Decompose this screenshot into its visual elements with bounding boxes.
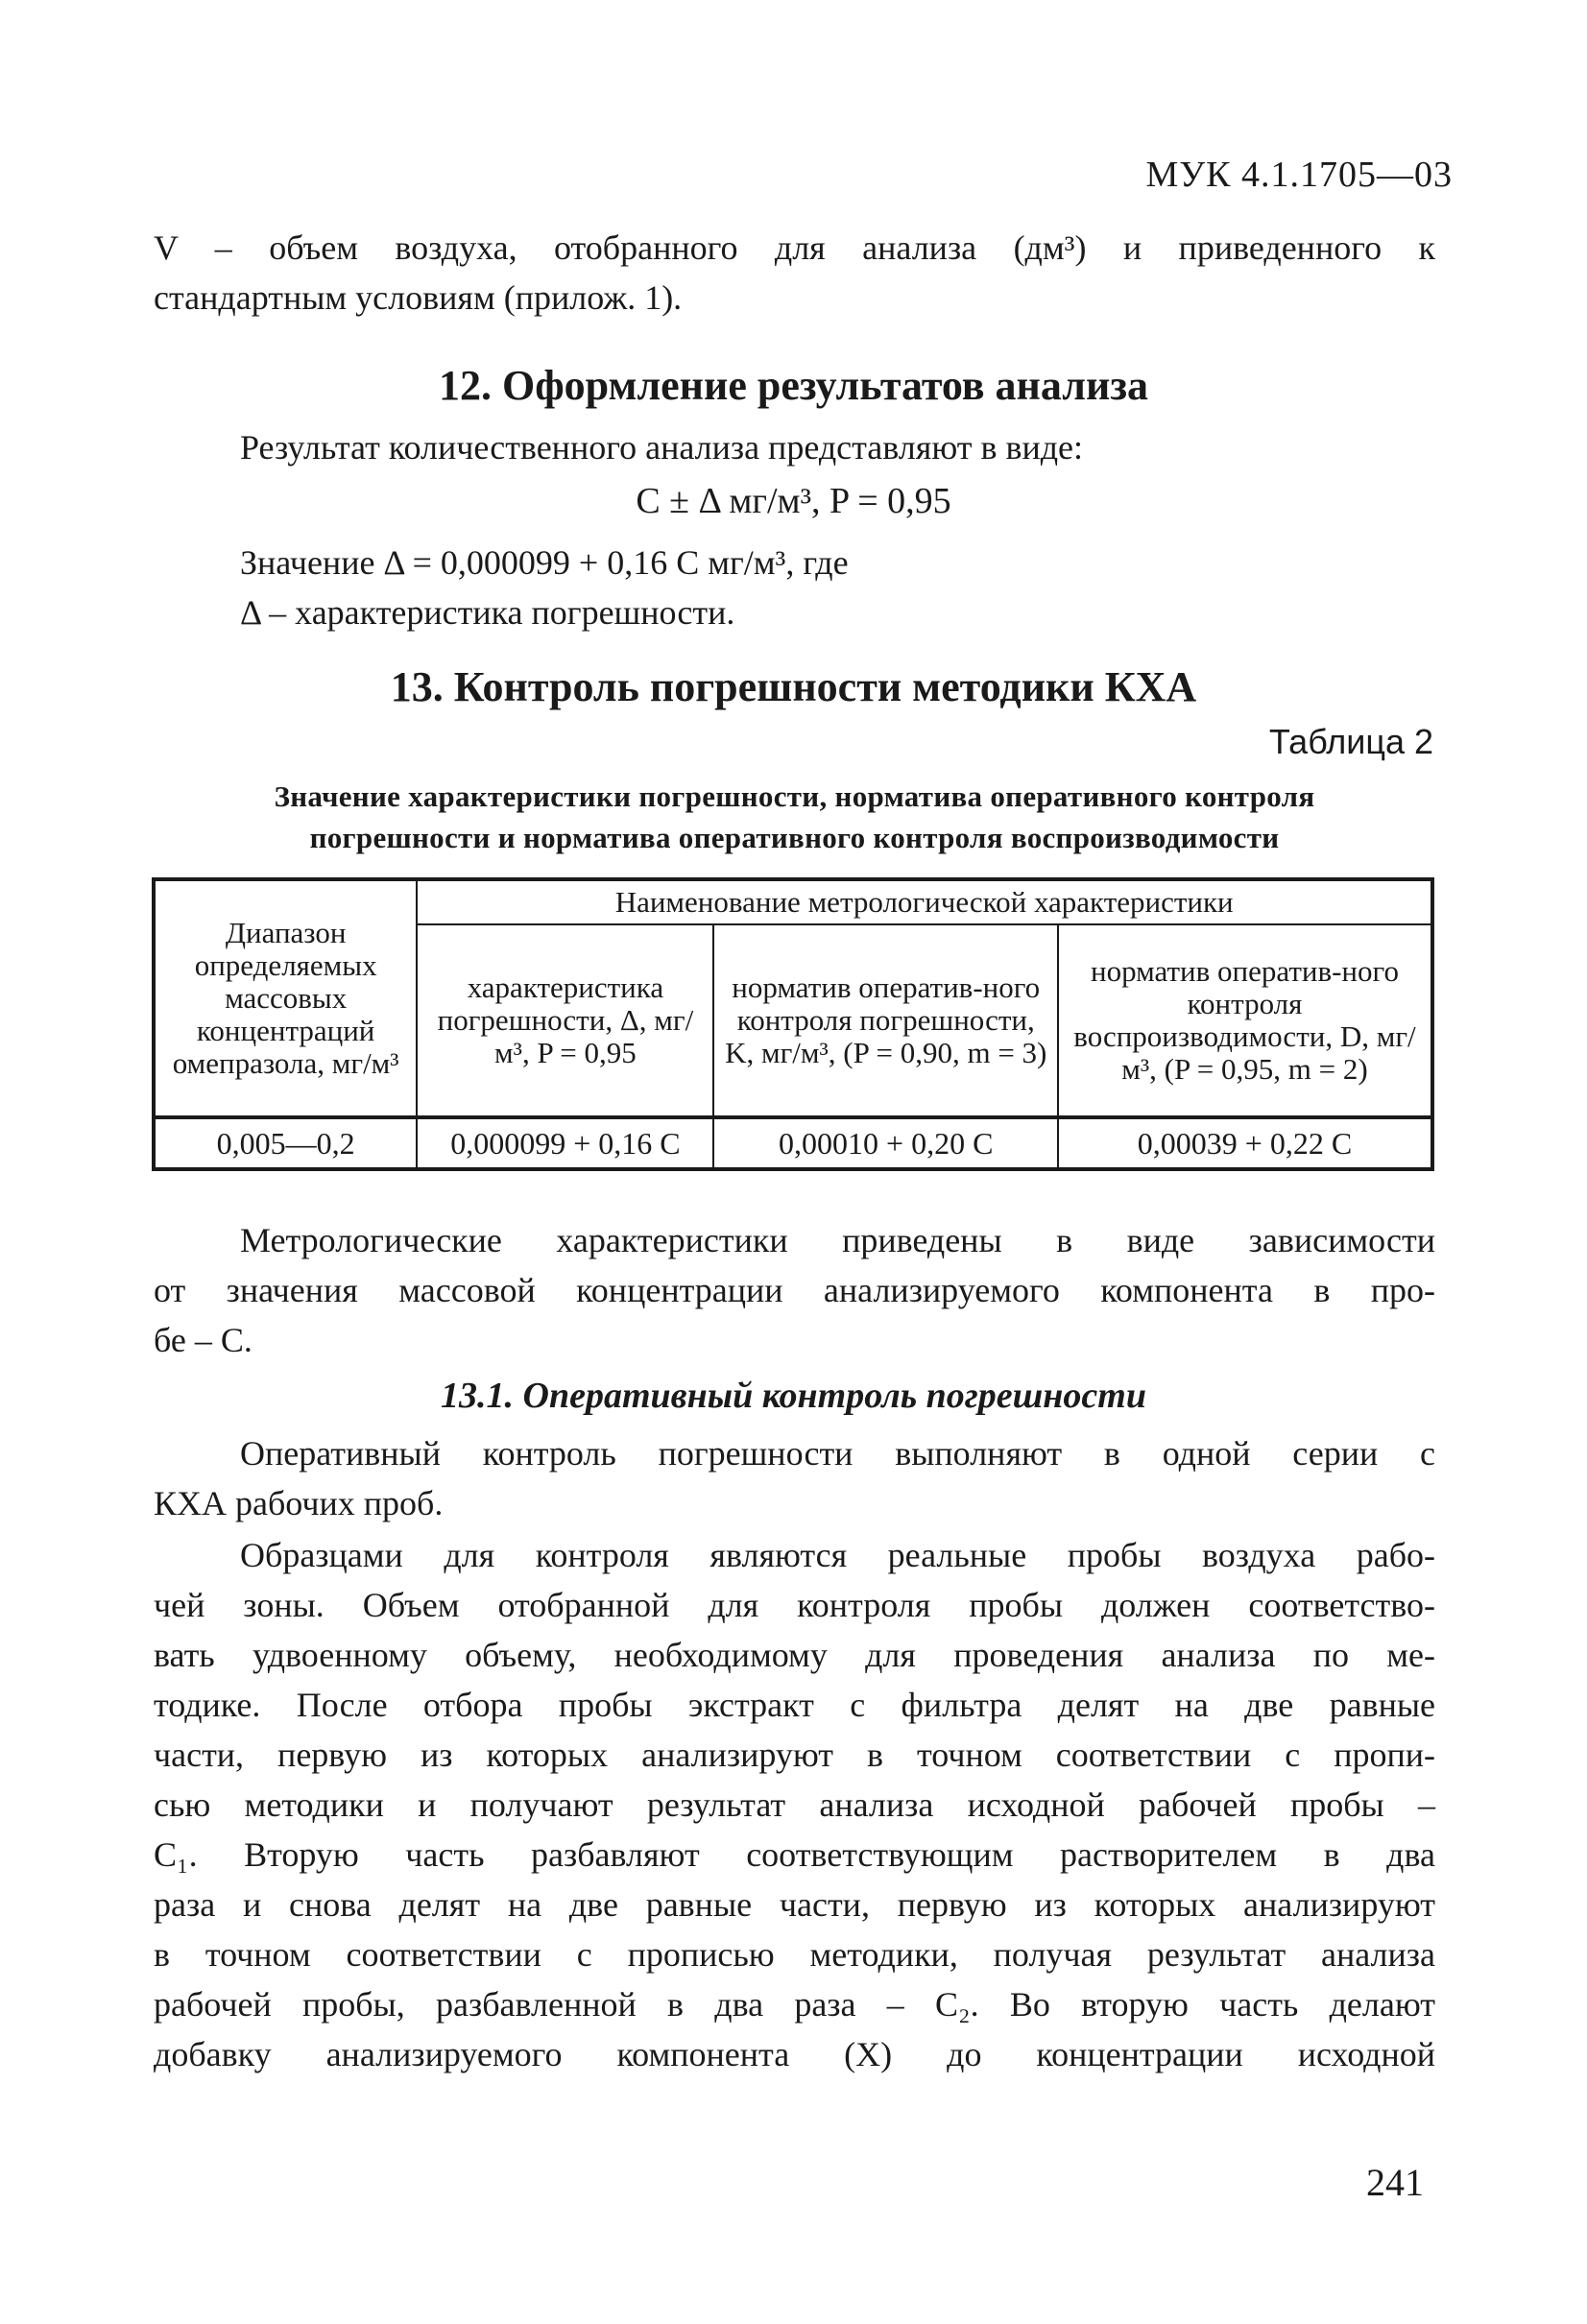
section-12-text-2 [240,538,1435,637]
intro-line: V – объем воздуха, отобранного для анализа (дм³) и приведенного к [154,228,1435,267]
paragraph-line: в точном соответствии с прописью методики, получая результат анализа [154,1935,1435,1974]
paragraph-line: чей зоны. Объем отобранной для контроля пробы должен соответство- [154,1586,1435,1624]
result-formula: C ± Δ мг/м³, P = 0,95 [636,481,951,521]
metrology-table [152,877,1434,1171]
table-caption-line: Значение характеристики погрешности, норматива оперативного контроля [274,779,1315,813]
after-table-paragraph [154,1215,1435,1365]
value-delta: 0,000099 + 0,16 C [417,1117,713,1169]
value-d: 0,00039 + 0,22 C [1058,1117,1432,1169]
table-caption [154,776,1435,858]
page-number: 241 [1366,2161,1424,2204]
paragraph-line: части, первую из которых анализируют в точном соответствии с пропи- [154,1736,1435,1774]
header-delta: характеристика погрешности, Δ, мг/м³, P = 0,95 [417,924,713,1117]
section-13-1-paragraph-1 [154,1428,1435,1528]
document-code: МУК 4.1.1705—03 [1145,155,1453,195]
section-13-title: 13. Контроль погрешности методики КХА [390,663,1197,710]
intro-line: стандартным условиям (прилож. 1). [154,278,683,317]
section-13-1-title: 13.1. Оперативный контроль погрешности [441,1376,1146,1416]
section-12-text [240,422,1435,472]
table-label: Таблица 2 [1268,722,1433,761]
paragraph-line: Образцами для контроля являются реальные пробы воздуха рабо- [240,1536,1435,1574]
value-range: 0,005—0,2 [154,1117,417,1169]
paragraph-line: раза и снова делят на две равные части, первую из которых анализируют [154,1885,1435,1924]
header-range: Диапазон определяемых массовых концентраций омепразола, мг/м³ [154,879,417,1117]
after-table-line: бе – C. [154,1321,252,1359]
paragraph-line: рабочей пробы, разбавленной в два раза – C₂. Во вторую часть делают [154,1985,1435,2024]
intro-paragraph [154,223,1435,323]
paragraph-line: вать удвоенному объему, необходимому для проведения анализа по ме- [154,1636,1435,1674]
section-13-1-paragraph-2 [154,1530,1435,2079]
table-caption-line: погрешности и норматива оперативного контроля воспроизводимости [309,821,1280,854]
value-k: 0,00010 + 0,20 C [713,1117,1057,1169]
header-k: норматив оператив-ного контроля погрешности, K, мг/м³, (P = 0,90, m = 3) [713,924,1057,1117]
paragraph-line: Оперативный контроль погрешности выполняют в одной серии с [240,1434,1435,1473]
header-group: Наименование метрологической характеристики [417,879,1432,924]
section-12-line: Значение Δ = 0,000099 + 0,16 C мг/м³, где [240,543,849,582]
header-d: норматив оператив-ного контроля воспроизводимости, D, мг/м³, (P = 0,95, m = 2) [1058,924,1432,1117]
section-12-line: Δ – характеристика погрешности. [240,593,735,632]
section-12-title: 12. Оформление результатов анализа [439,362,1148,409]
paragraph-line: КХА рабочих проб. [154,1484,444,1522]
after-table-line: от значения массовой концентрации анализируемого компонента в про- [154,1271,1435,1309]
paragraph-line: добавку анализируемого компонента (X) до концентрации исходной [154,2035,1435,2073]
section-12-line: Результат количественного анализа представляют в виде: [240,428,1084,467]
paragraph-line: C₁. Вторую часть разбавляют соответствующим растворителем в два [154,1835,1435,1874]
after-table-line: Метрологические характеристики приведены в виде зависимости [240,1221,1435,1259]
paragraph-line: сью методики и получают результат анализа исходной рабочей пробы – [154,1785,1435,1824]
paragraph-line: тодике. После отбора пробы экстракт с фильтра делят на две равные [154,1686,1435,1724]
